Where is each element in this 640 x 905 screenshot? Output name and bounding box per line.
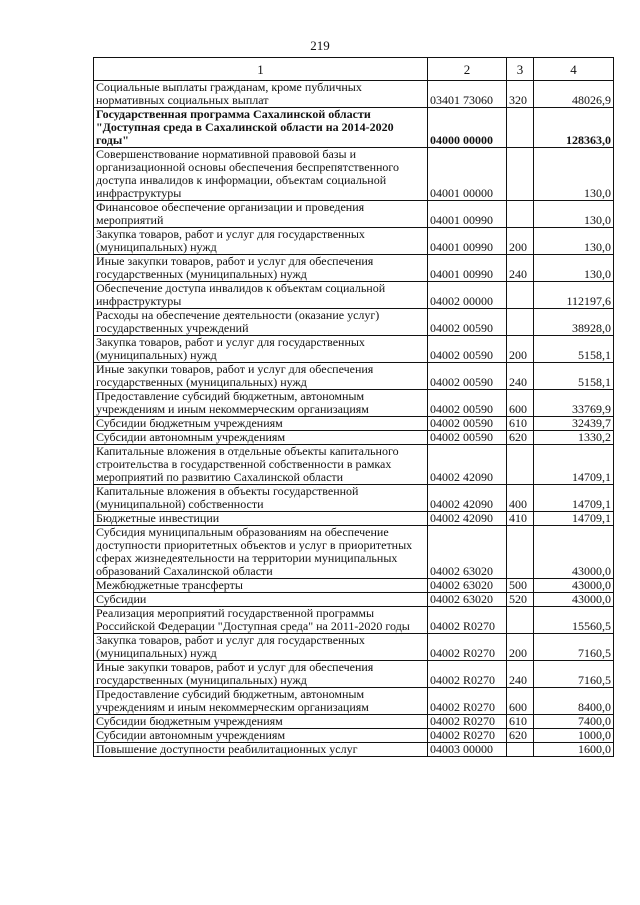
row-code: 04002 R0270 <box>428 688 507 715</box>
table-row <box>94 661 614 688</box>
row-amount: 130,0 <box>534 201 614 228</box>
row-type <box>507 309 534 336</box>
row-name: Закупка товаров, работ и услуг для государственных (муниципальных) нужд <box>94 634 428 661</box>
row-name: Иные закупки товаров, работ и услуг для обеспечения государственных (муниципальных) нужд <box>94 661 428 688</box>
table-row <box>94 390 614 417</box>
row-type: 610 <box>507 417 534 431</box>
table-row <box>94 593 614 607</box>
row-amount: 7160,5 <box>534 661 614 688</box>
table-row <box>94 108 614 148</box>
budget-table <box>93 57 614 757</box>
row-code: 04002 00000 <box>428 282 507 309</box>
table-row <box>94 255 614 282</box>
row-amount: 128363,0 <box>534 108 614 148</box>
row-name: Социальные выплаты гражданам, кроме публичных нормативных социальных выплат <box>94 81 428 108</box>
table-row <box>94 282 614 309</box>
table-row <box>94 634 614 661</box>
row-name: Совершенствование нормативной правовой базы и организационной основы обеспечения беспрепятственного доступа инвалидов к информации, объектам социальной инфраструктуры <box>94 148 428 201</box>
row-code: 04002 42090 <box>428 485 507 512</box>
table-row <box>94 81 614 108</box>
row-code: 04002 42090 <box>428 445 507 485</box>
header-col-name: 1 <box>94 58 428 81</box>
table-row <box>94 336 614 363</box>
row-name: Субсидия муниципальным образованиям на обеспечение доступности приоритетных объектов и услуг в приоритетных сферах жизнедеятельности на территории муниципальных образований Сахалинской области <box>94 526 428 579</box>
row-amount: 7160,5 <box>534 634 614 661</box>
row-name: Капитальные вложения в объекты государственной (муниципальной) собственности <box>94 485 428 512</box>
table-row <box>94 201 614 228</box>
table-row <box>94 743 614 757</box>
row-type: 620 <box>507 431 534 445</box>
row-amount: 112197,6 <box>534 282 614 309</box>
row-code: 04002 R0270 <box>428 607 507 634</box>
row-amount: 15560,5 <box>534 607 614 634</box>
row-amount: 8400,0 <box>534 688 614 715</box>
row-name: Субсидии автономным учреждениям <box>94 431 428 445</box>
row-amount: 33769,9 <box>534 390 614 417</box>
row-amount: 48026,9 <box>534 81 614 108</box>
table-row <box>94 485 614 512</box>
table-row <box>94 445 614 485</box>
row-type <box>507 743 534 757</box>
table-row <box>94 715 614 729</box>
table-row <box>94 363 614 390</box>
table-row <box>94 526 614 579</box>
row-type <box>507 607 534 634</box>
row-name: Иные закупки товаров, работ и услуг для обеспечения государственных (муниципальных) нужд <box>94 255 428 282</box>
row-name: Реализация мероприятий государственной программы Российской Федерации "Доступная среда" на 2011-2020 годы <box>94 607 428 634</box>
row-type: 400 <box>507 485 534 512</box>
row-type: 240 <box>507 661 534 688</box>
row-code: 04000 00000 <box>428 108 507 148</box>
row-amount: 43000,0 <box>534 579 614 593</box>
table-row <box>94 512 614 526</box>
row-name: Субсидии бюджетным учреждениям <box>94 417 428 431</box>
header-col-type: 3 <box>507 58 534 81</box>
row-name: Обеспечение доступа инвалидов к объектам социальной инфраструктуры <box>94 282 428 309</box>
row-amount: 130,0 <box>534 228 614 255</box>
row-name: Иные закупки товаров, работ и услуг для обеспечения государственных (муниципальных) нужд <box>94 363 428 390</box>
row-amount: 43000,0 <box>534 593 614 607</box>
row-type: 410 <box>507 512 534 526</box>
table-row <box>94 431 614 445</box>
row-code: 04002 R0270 <box>428 715 507 729</box>
row-type: 620 <box>507 729 534 743</box>
row-amount: 5158,1 <box>534 363 614 390</box>
row-amount: 38928,0 <box>534 309 614 336</box>
table-row <box>94 417 614 431</box>
row-code: 04001 00990 <box>428 228 507 255</box>
row-code: 04002 R0270 <box>428 634 507 661</box>
row-code: 04003 00000 <box>428 743 507 757</box>
row-code: 04001 00990 <box>428 255 507 282</box>
row-type: 600 <box>507 688 534 715</box>
row-code: 04002 63020 <box>428 526 507 579</box>
header-col-amount: 4 <box>534 58 614 81</box>
row-code: 04002 R0270 <box>428 661 507 688</box>
row-amount: 130,0 <box>534 148 614 201</box>
row-name: Предоставление субсидий бюджетным, автономным учреждениям и иным некоммерческим организациям <box>94 390 428 417</box>
row-type <box>507 108 534 148</box>
row-type <box>507 526 534 579</box>
table-row <box>94 228 614 255</box>
row-code: 04002 63020 <box>428 579 507 593</box>
row-type <box>507 282 534 309</box>
row-code: 04002 00590 <box>428 309 507 336</box>
row-type <box>507 445 534 485</box>
row-type: 600 <box>507 390 534 417</box>
row-amount: 43000,0 <box>534 526 614 579</box>
row-type: 610 <box>507 715 534 729</box>
row-type: 320 <box>507 81 534 108</box>
row-type: 200 <box>507 228 534 255</box>
row-name: Повышение доступности реабилитационных услуг <box>94 743 428 757</box>
row-code: 04002 00590 <box>428 363 507 390</box>
row-code: 04002 R0270 <box>428 729 507 743</box>
table-row <box>94 148 614 201</box>
page-number: 219 <box>310 38 330 53</box>
row-name: Капитальные вложения в отдельные объекты капитального строительства в государственной собственности в рамках мероприятий по развитию Сахалинской области <box>94 445 428 485</box>
row-code: 03401 73060 <box>428 81 507 108</box>
row-type: 520 <box>507 593 534 607</box>
row-code: 04002 00590 <box>428 390 507 417</box>
table-row <box>94 579 614 593</box>
row-name: Предоставление субсидий бюджетным, автономным учреждениям и иным некоммерческим организациям <box>94 688 428 715</box>
row-amount: 32439,7 <box>534 417 614 431</box>
row-code: 04002 00590 <box>428 431 507 445</box>
row-name: Закупка товаров, работ и услуг для государственных (муниципальных) нужд <box>94 228 428 255</box>
row-amount: 14709,1 <box>534 445 614 485</box>
row-name: Субсидии автономным учреждениям <box>94 729 428 743</box>
table-row <box>94 309 614 336</box>
row-code: 04002 42090 <box>428 512 507 526</box>
row-amount: 1600,0 <box>534 743 614 757</box>
row-code: 04001 00990 <box>428 201 507 228</box>
row-name: Бюджетные инвестиции <box>94 512 428 526</box>
row-name: Закупка товаров, работ и услуг для государственных (муниципальных) нужд <box>94 336 428 363</box>
row-amount: 14709,1 <box>534 512 614 526</box>
row-code: 04002 63020 <box>428 593 507 607</box>
row-type <box>507 201 534 228</box>
row-amount: 7400,0 <box>534 715 614 729</box>
row-amount: 1000,0 <box>534 729 614 743</box>
row-name: Межбюджетные трансферты <box>94 579 428 593</box>
row-type: 500 <box>507 579 534 593</box>
table-row <box>94 688 614 715</box>
row-code: 04001 00000 <box>428 148 507 201</box>
header-col-code: 2 <box>428 58 507 81</box>
row-amount: 5158,1 <box>534 336 614 363</box>
row-type: 240 <box>507 363 534 390</box>
row-type: 200 <box>507 336 534 363</box>
row-type <box>507 148 534 201</box>
table-row <box>94 607 614 634</box>
row-amount: 130,0 <box>534 255 614 282</box>
row-type: 200 <box>507 634 534 661</box>
row-name: Субсидии <box>94 593 428 607</box>
row-type: 240 <box>507 255 534 282</box>
row-name: Субсидии бюджетным учреждениям <box>94 715 428 729</box>
row-code: 04002 00590 <box>428 336 507 363</box>
row-amount: 14709,1 <box>534 485 614 512</box>
row-name: Государственная программа Сахалинской области "Доступная среда в Сахалинской области на 2014-2020 годы" <box>94 108 428 148</box>
row-name: Расходы на обеспечение деятельности (оказание услуг) государственных учреждений <box>94 309 428 336</box>
row-amount: 1330,2 <box>534 431 614 445</box>
row-code: 04002 00590 <box>428 417 507 431</box>
header-row <box>94 58 614 81</box>
row-name: Финансовое обеспечение организации и проведения мероприятий <box>94 201 428 228</box>
table-row <box>94 729 614 743</box>
